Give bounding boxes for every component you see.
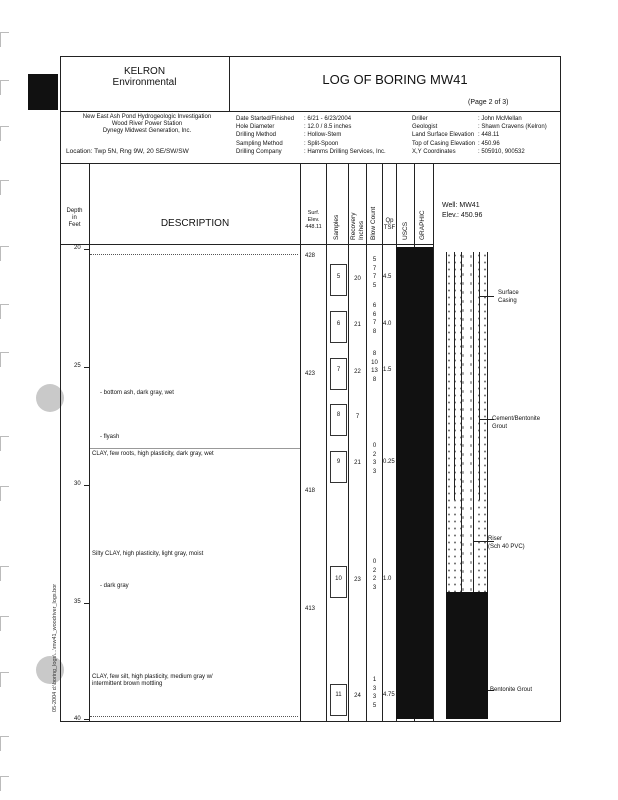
sample-box [330, 358, 347, 390]
page-margin-mark [0, 616, 9, 631]
sample-number: 8 [336, 412, 341, 418]
page-margin-mark [0, 776, 9, 791]
description-header: DESCRIPTION [160, 218, 230, 229]
info-value: : Hamms Drilling Services, Inc. [304, 149, 386, 155]
sample-box [330, 311, 347, 343]
info-value: : 12.0 / 8.5 inches [304, 124, 352, 130]
recovery-value: 20 [354, 276, 361, 282]
page-margin-mark [0, 352, 9, 367]
page-margin-mark [0, 246, 9, 261]
well-label: Riser [488, 536, 503, 542]
bentonite-grout-zone [446, 592, 488, 719]
info-value: : 450.96 [478, 141, 500, 147]
black-tab [28, 74, 58, 110]
page-margin-mark [0, 32, 9, 47]
qp-value: 1.0 [383, 576, 392, 582]
qp-value: 4.75 [383, 692, 395, 698]
well-label: Surface [498, 290, 519, 296]
sample-number: 7 [336, 367, 341, 373]
page-margin-mark [0, 304, 9, 319]
elevation-tick: 428 [305, 253, 316, 259]
graphic-header: GRAPHIC [419, 210, 426, 240]
page-number: (Page 2 of 3) [468, 99, 509, 106]
description-text: Silty CLAY, high plasticity, light gray, moist [92, 551, 204, 557]
qp-value: 0.25 [383, 459, 395, 465]
recovery-value: 23 [354, 577, 361, 583]
qp-value: 4.0 [383, 321, 392, 327]
page-margin-mark [0, 736, 9, 751]
blow-count: 6 6 7 8 [372, 303, 377, 335]
blow-count: 0 2 2 3 [372, 559, 377, 591]
blow-count: 5 7 7 5 [372, 257, 377, 289]
depth-header: in [72, 215, 77, 221]
page-margin-mark [0, 566, 9, 581]
elevation-header: Elev. [307, 217, 320, 223]
page-margin-mark [0, 672, 9, 687]
uscs-header: USCS [402, 221, 409, 240]
elevation-tick: 423 [305, 371, 316, 377]
info-value: : John McMellan [478, 116, 522, 122]
recovery-value: 21 [354, 322, 361, 328]
file-path-text: 05-2004 d:\boring_logs\...\mw41_woodriver_logs.bor [52, 583, 58, 712]
description-text: intermittent brown mottling [92, 681, 163, 687]
recovery-value: 24 [354, 693, 361, 699]
recovery-value: 21 [354, 460, 361, 466]
blow-count: 1 3 3 5 [372, 677, 377, 709]
description-text: - flyash [100, 434, 120, 440]
info-label: Drilling Company [236, 149, 282, 155]
depth-tick: 35 [74, 599, 81, 605]
info-value: : 448.11 [478, 132, 500, 138]
depth-header: Feet [68, 222, 81, 228]
elevation-tick: 418 [305, 488, 316, 494]
page-margin-mark [0, 126, 9, 141]
sample-box [330, 264, 347, 296]
sample-box [330, 566, 347, 598]
well-label: Cement/Bentonite [492, 416, 541, 422]
recovery-header: Recovery [350, 212, 357, 240]
qp-value: 4.5 [383, 274, 392, 280]
description-text: - bottom ash, dark gray, wet [100, 390, 174, 396]
sample-box [330, 684, 347, 716]
elevation-header: Surf. [307, 210, 320, 216]
project-site: Wood River Power Station [111, 121, 183, 127]
blow-count: 0 2 3 3 [372, 443, 377, 475]
well-label: Grout [492, 424, 508, 430]
well-elevation: Elev.: 450.96 [442, 212, 483, 219]
info-value: : Split-Spoon [304, 141, 339, 147]
elevation-tick: 413 [305, 606, 316, 612]
recovery-value: 22 [354, 369, 361, 375]
depth-tick: 40 [74, 716, 81, 722]
elevation-header: 448.11 [305, 224, 322, 230]
project-client: Dynegy Midwest Generation, Inc. [102, 128, 192, 134]
sample-box [330, 404, 347, 436]
qp-header: Qp [385, 218, 394, 224]
blow-count: 8 10 13 8 [371, 351, 378, 383]
sample-number: 11 [335, 692, 342, 698]
info-value: : 505910, 900532 [478, 149, 525, 155]
page-margin-mark [0, 436, 9, 451]
info-label: X,Y Coordinates [412, 149, 456, 155]
description-text: CLAY, few roots, high plasticity, dark gray, wet [92, 451, 214, 457]
sample-number: 5 [336, 274, 341, 280]
sample-number: 9 [336, 459, 341, 465]
page-margin-mark [0, 180, 9, 195]
info-label: Sampling Method [236, 141, 283, 147]
sample-number: 10 [335, 576, 342, 582]
depth-tick: 20 [74, 245, 81, 251]
log-title: LOG OF BORING MW41 [322, 72, 468, 87]
depth-tick: 30 [74, 481, 81, 487]
recovery-value: 7 [355, 414, 360, 420]
depth-header: Depth [66, 208, 83, 214]
info-label: Date Started/Finished [236, 116, 295, 122]
qp-value: 1.5 [383, 367, 392, 373]
info-label: Land Surface Elevation [412, 132, 475, 138]
well-name: Well: MW41 [442, 202, 480, 209]
info-label: Top of Casing Elevation [412, 141, 476, 147]
qp-header: TSF [383, 225, 396, 231]
description-text: CLAY, few silt, high plasticity, medium gray w/ [92, 674, 213, 680]
description-text: - dark gray [100, 583, 129, 589]
page-margin-mark [0, 486, 9, 501]
sample-box [330, 451, 347, 483]
info-label: Hole Diameter [236, 124, 275, 130]
project-name: New East Ash Pond Hydrogeologic Investigation [82, 114, 212, 120]
well-label: Casing [498, 298, 517, 304]
blow-count-header: Blow Count [370, 206, 377, 240]
info-label: Drilling Method [236, 132, 277, 138]
company-subtitle: Environmental [112, 77, 177, 88]
depth-tick: 25 [74, 363, 81, 369]
info-value: : Hollow-Stem [304, 132, 342, 138]
info-label: Driller [412, 116, 428, 122]
info-label: Geologist [412, 124, 438, 130]
samples-header: Samples [333, 214, 340, 240]
well-label: (Sch 40 PVC) [488, 544, 525, 550]
info-value: : Shawn Cravens (Kelron) [478, 124, 547, 130]
uscs-graphic-fill [396, 247, 433, 719]
recovery-header: Inches [358, 220, 365, 240]
sample-number: 6 [336, 321, 341, 327]
well-label: Bentonite Grout [490, 687, 533, 693]
project-location: Location: Twp 5N, Rng 9W, 20 SE/SW/SW [66, 148, 189, 155]
company-name: KELRON [123, 66, 166, 77]
info-value: : 6/21 - 6/23/2004 [304, 116, 352, 122]
page-margin-mark [0, 80, 9, 95]
